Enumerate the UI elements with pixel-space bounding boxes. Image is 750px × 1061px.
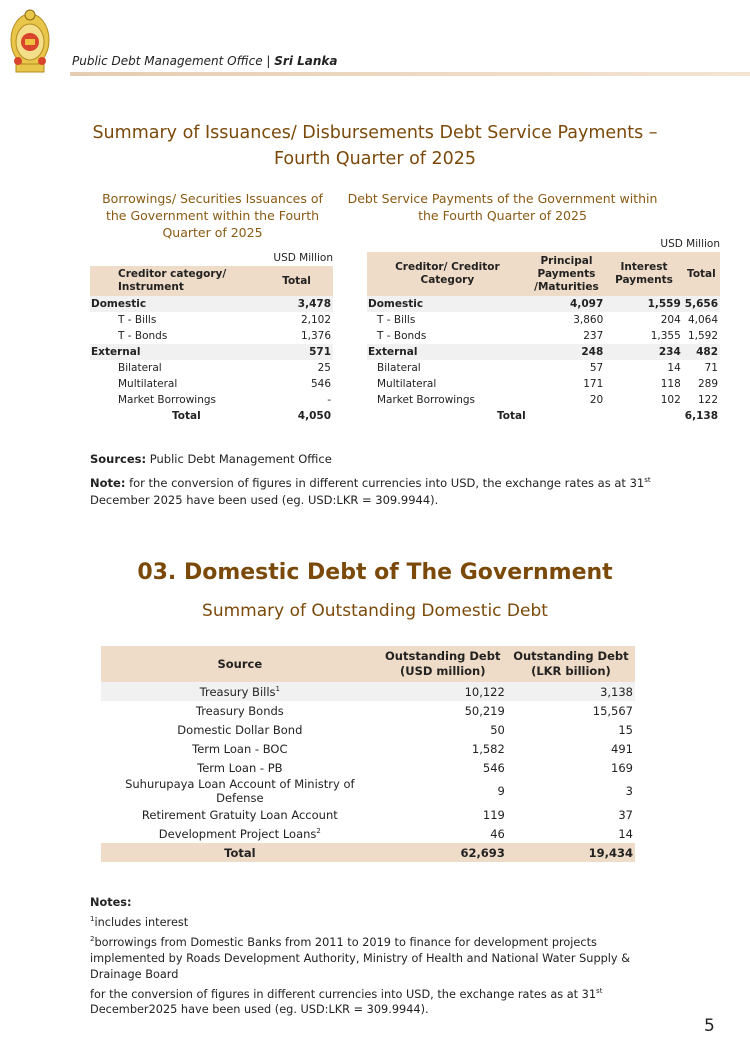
cell-text: 571 bbox=[309, 346, 331, 358]
row-label bbox=[101, 739, 379, 758]
cell-value bbox=[379, 758, 507, 777]
cell-value bbox=[528, 296, 606, 312]
cell-text: 122 bbox=[697, 394, 718, 406]
row-label bbox=[367, 376, 528, 392]
col-creditor: Creditor/ Creditor Category bbox=[367, 252, 528, 296]
domestic-debt-table bbox=[101, 646, 635, 862]
cell-value bbox=[379, 739, 507, 758]
table-row bbox=[367, 376, 720, 392]
row-label bbox=[90, 376, 260, 392]
sources-text: Public Debt Management Office bbox=[146, 452, 332, 466]
header-office-title bbox=[72, 54, 337, 68]
cell-value bbox=[683, 408, 720, 424]
cell-value bbox=[379, 720, 507, 739]
note-2 bbox=[90, 931, 670, 983]
row-label bbox=[90, 392, 260, 408]
cell-value bbox=[605, 296, 683, 312]
cell-value bbox=[528, 328, 606, 344]
debt-service-unit: USD Million bbox=[660, 238, 720, 250]
office-name: Public Debt Management Office bbox=[72, 54, 263, 68]
col-source: Source bbox=[101, 646, 379, 682]
cell-value bbox=[379, 682, 507, 701]
note-line bbox=[90, 472, 680, 509]
cell-value bbox=[507, 824, 635, 843]
cell-text: 3,860 bbox=[573, 314, 604, 326]
cell-value bbox=[683, 360, 720, 376]
cell-value bbox=[507, 843, 635, 862]
table-row bbox=[367, 296, 720, 312]
table-row bbox=[101, 701, 635, 720]
cell-text: 1,582 bbox=[471, 741, 505, 756]
note-3-text: for the conversion of figures in different currencies into USD, the exchange rates as at 31 bbox=[90, 987, 597, 1001]
col-total: Total bbox=[260, 266, 333, 296]
borrowings-unit: USD Million bbox=[273, 252, 333, 264]
table-row bbox=[367, 360, 720, 376]
table-row bbox=[101, 758, 635, 777]
cell-text: 9 bbox=[497, 784, 505, 798]
row-label bbox=[90, 360, 260, 376]
cell-text: 6,138 bbox=[684, 410, 718, 422]
separator: | bbox=[262, 54, 275, 68]
cell-text: 491 bbox=[611, 741, 633, 756]
cell-text: Term Loan - PB bbox=[197, 760, 283, 775]
cell-value bbox=[605, 344, 683, 360]
cell-text: Treasury Bills bbox=[199, 684, 276, 699]
cell-text: Bilateral bbox=[377, 362, 421, 374]
cell-value bbox=[260, 328, 333, 344]
cell-text: Development Project Loans bbox=[158, 826, 317, 841]
table-row bbox=[101, 843, 635, 862]
footnote-ref: 1 bbox=[275, 684, 280, 693]
note-3 bbox=[90, 983, 670, 1019]
sources-label: Sources: bbox=[90, 452, 147, 466]
cell-text: 4,097 bbox=[570, 298, 604, 310]
row-label bbox=[367, 296, 528, 312]
section-subtitle: Summary of Outstanding Domestic Debt bbox=[202, 601, 548, 621]
cell-value bbox=[379, 805, 507, 824]
borrowings-heading: Borrowings/ Securities Issuances of the Government within the Fourth Quarter of 2025 bbox=[102, 191, 323, 240]
cell-text: 169 bbox=[611, 760, 633, 775]
cell-value bbox=[605, 376, 683, 392]
cell-value bbox=[260, 376, 333, 392]
table-row bbox=[367, 312, 720, 328]
table-row bbox=[90, 344, 333, 360]
cell-text: 15 bbox=[618, 722, 633, 737]
row-label bbox=[101, 720, 379, 739]
header-divider bbox=[70, 72, 750, 76]
cell-text: 3,478 bbox=[297, 298, 331, 310]
cell-text: Total bbox=[172, 410, 201, 422]
cell-text: 234 bbox=[658, 346, 681, 358]
cell-value bbox=[605, 312, 683, 328]
cell-text: 248 bbox=[581, 346, 604, 358]
cell-value bbox=[605, 360, 683, 376]
cell-text: 3,138 bbox=[600, 684, 633, 699]
sri-lanka-emblem-logo bbox=[10, 6, 50, 74]
row-label bbox=[367, 344, 528, 360]
row-label bbox=[90, 408, 260, 424]
row-label bbox=[367, 360, 528, 376]
table-row bbox=[90, 328, 333, 344]
cell-value bbox=[507, 682, 635, 701]
note-label: Note: bbox=[90, 475, 126, 490]
cell-value bbox=[683, 312, 720, 328]
table-row bbox=[90, 376, 333, 392]
cell-value bbox=[260, 296, 333, 312]
cell-value bbox=[507, 701, 635, 720]
cell-value bbox=[528, 360, 606, 376]
cell-value bbox=[379, 701, 507, 720]
note-text-2: December 2025 have been used (eg. USD:LKR = 309.9944). bbox=[90, 492, 439, 507]
table-row bbox=[90, 296, 333, 312]
table-row bbox=[367, 328, 720, 344]
cell-value bbox=[260, 408, 333, 424]
cell-value bbox=[528, 312, 606, 328]
note-sup: st bbox=[644, 476, 651, 484]
cell-text: 46 bbox=[490, 826, 505, 841]
cell-text: 62,693 bbox=[460, 845, 505, 860]
cell-text: 5,656 bbox=[684, 298, 718, 310]
table-row bbox=[90, 408, 333, 424]
cell-text: T - Bills bbox=[118, 314, 157, 326]
table-row bbox=[101, 720, 635, 739]
title-line-1: Summary of Issuances/ Disbursements Debt Service Payments – bbox=[92, 123, 658, 143]
cell-value bbox=[507, 758, 635, 777]
table-row bbox=[101, 739, 635, 758]
row-label bbox=[367, 328, 528, 344]
cell-value bbox=[379, 843, 507, 862]
cell-text: 482 bbox=[696, 346, 718, 358]
row-label bbox=[101, 777, 379, 805]
cell-value bbox=[528, 408, 606, 424]
table-row bbox=[90, 312, 333, 328]
note-3-sup: st bbox=[596, 986, 603, 995]
cell-text: Bilateral bbox=[118, 362, 162, 374]
cell-value bbox=[605, 328, 683, 344]
row-label bbox=[101, 805, 379, 824]
cell-text: 237 bbox=[583, 330, 604, 342]
cell-value bbox=[507, 777, 635, 805]
debt-service-table bbox=[367, 252, 720, 424]
col-lkr: Outstanding Debt (LKR billion) bbox=[507, 646, 635, 682]
cell-text: 546 bbox=[310, 378, 331, 390]
cell-value bbox=[260, 360, 333, 376]
title-line-2: Fourth Quarter of 2025 bbox=[273, 149, 477, 169]
table-row bbox=[101, 777, 635, 805]
table-row bbox=[367, 392, 720, 408]
cell-text: 4,050 bbox=[297, 410, 331, 422]
cell-value bbox=[507, 720, 635, 739]
notes-block bbox=[90, 895, 670, 1018]
cell-text: Total bbox=[497, 410, 526, 422]
table-row bbox=[101, 805, 635, 824]
table-row bbox=[101, 824, 635, 843]
cell-text: T - Bonds bbox=[377, 330, 427, 342]
cell-value bbox=[683, 376, 720, 392]
cell-value bbox=[260, 344, 333, 360]
footnote-ref: 2 bbox=[316, 826, 321, 835]
cell-text: 1,376 bbox=[300, 330, 331, 342]
cell-value bbox=[605, 392, 683, 408]
cell-text: 1,592 bbox=[687, 330, 718, 342]
cell-text: 14 bbox=[618, 826, 633, 841]
col-total: Total bbox=[683, 252, 720, 296]
cell-text: Domestic bbox=[368, 298, 424, 310]
page-title bbox=[60, 120, 690, 172]
col-principal: Principal Payments /Maturities bbox=[528, 252, 606, 296]
cell-text: T - Bills bbox=[377, 314, 416, 326]
notes-label: Notes: bbox=[90, 896, 132, 909]
page-number: 5 bbox=[704, 1016, 715, 1036]
table-row bbox=[367, 344, 720, 360]
cell-value bbox=[507, 739, 635, 758]
cell-text: Market Borrowings bbox=[377, 394, 475, 406]
cell-value bbox=[528, 344, 606, 360]
table-row bbox=[101, 682, 635, 701]
cell-text: 119 bbox=[482, 807, 505, 822]
row-label bbox=[90, 312, 260, 328]
cell-text: 171 bbox=[583, 378, 604, 390]
cell-text: 4,064 bbox=[687, 314, 718, 326]
sources-line bbox=[90, 451, 332, 468]
row-label bbox=[367, 408, 528, 424]
cell-text: Domestic bbox=[91, 298, 147, 310]
cell-text: 2,102 bbox=[300, 314, 331, 326]
cell-text: 25 bbox=[317, 362, 331, 374]
cell-value bbox=[683, 392, 720, 408]
cell-text: 118 bbox=[660, 378, 681, 390]
cell-text: 546 bbox=[482, 760, 505, 775]
row-label bbox=[101, 701, 379, 720]
cell-text: Term Loan - BOC bbox=[192, 741, 288, 756]
row-label bbox=[101, 682, 379, 701]
table-row bbox=[90, 392, 333, 408]
row-label bbox=[101, 824, 379, 843]
cell-text: External bbox=[91, 346, 141, 358]
country-name: Sri Lanka bbox=[274, 54, 338, 68]
cell-text: Retirement Gratuity Loan Account bbox=[141, 807, 338, 822]
cell-value bbox=[528, 392, 606, 408]
cell-text: 57 bbox=[589, 362, 604, 374]
cell-text: Total bbox=[224, 845, 256, 860]
cell-value bbox=[260, 312, 333, 328]
cell-text: 1,355 bbox=[650, 330, 681, 342]
cell-value bbox=[379, 824, 507, 843]
cell-text: 102 bbox=[660, 394, 681, 406]
cell-text: Multilateral bbox=[377, 378, 437, 390]
note-3-text-2: December2025 have been used (eg. USD:LKR = 309.9944). bbox=[90, 1003, 429, 1017]
cell-value bbox=[683, 296, 720, 312]
cell-value bbox=[683, 328, 720, 344]
table-row bbox=[367, 408, 720, 424]
note-2-text: borrowings from Domestic Banks from 2011 to 2019 to finance for development projects implemented by Roads Development Authority, Ministry of Health and National Water Supply & Drainage Board bbox=[90, 935, 631, 981]
row-label bbox=[90, 344, 260, 360]
col-usd: Outstanding Debt (USD million) bbox=[379, 646, 507, 682]
row-label bbox=[90, 296, 260, 312]
debt-service-heading: Debt Service Payments of the Government within the Fourth Quarter of 2025 bbox=[347, 191, 658, 223]
cell-text: 204 bbox=[660, 314, 681, 326]
cell-text: 14 bbox=[667, 362, 681, 374]
section-heading: 03. Domestic Debt of The Government bbox=[137, 560, 613, 585]
row-label bbox=[101, 843, 379, 862]
row-label bbox=[101, 758, 379, 777]
cell-value bbox=[605, 408, 683, 424]
cell-text: 289 bbox=[697, 378, 718, 390]
cell-text: External bbox=[368, 346, 418, 358]
cell-text: 37 bbox=[618, 807, 633, 822]
cell-value bbox=[528, 376, 606, 392]
cell-text: 10,122 bbox=[464, 684, 505, 699]
note-1 bbox=[90, 911, 670, 931]
cell-text: Multilateral bbox=[118, 378, 178, 390]
cell-text: T - Bonds bbox=[118, 330, 168, 342]
col-creditor-category: Creditor category/ Instrument bbox=[90, 266, 260, 296]
row-label bbox=[367, 392, 528, 408]
note-1-text: includes interest bbox=[94, 915, 189, 929]
cell-text: 3 bbox=[625, 784, 633, 798]
cell-text: 15,567 bbox=[592, 703, 633, 718]
cell-value bbox=[260, 392, 333, 408]
note-1-sup: 1 bbox=[90, 915, 95, 923]
cell-text: 50 bbox=[490, 722, 505, 737]
cell-value bbox=[379, 777, 507, 805]
borrowings-table bbox=[90, 266, 333, 424]
cell-text: 1,559 bbox=[647, 298, 681, 310]
col-interest: Interest Payments bbox=[605, 252, 683, 296]
cell-text: 50,219 bbox=[464, 703, 505, 718]
cell-text: Suhurupaya Loan Account of Ministry of Defense bbox=[125, 777, 355, 805]
row-label bbox=[90, 328, 260, 344]
cell-text: Treasury Bonds bbox=[195, 703, 284, 718]
row-label bbox=[367, 312, 528, 328]
table-row bbox=[90, 360, 333, 376]
cell-value bbox=[507, 805, 635, 824]
note-2-sup: 2 bbox=[90, 934, 95, 943]
cell-text: - bbox=[327, 394, 331, 406]
cell-text: 19,434 bbox=[588, 845, 633, 860]
cell-text: 20 bbox=[589, 394, 604, 406]
cell-value bbox=[683, 344, 720, 360]
note-text: for the conversion of figures in different currencies into USD, the exchange rates as at 31 bbox=[125, 475, 645, 490]
cell-text: Domestic Dollar Bond bbox=[177, 722, 303, 737]
cell-text: 71 bbox=[704, 362, 718, 374]
cell-text: Market Borrowings bbox=[118, 394, 216, 406]
